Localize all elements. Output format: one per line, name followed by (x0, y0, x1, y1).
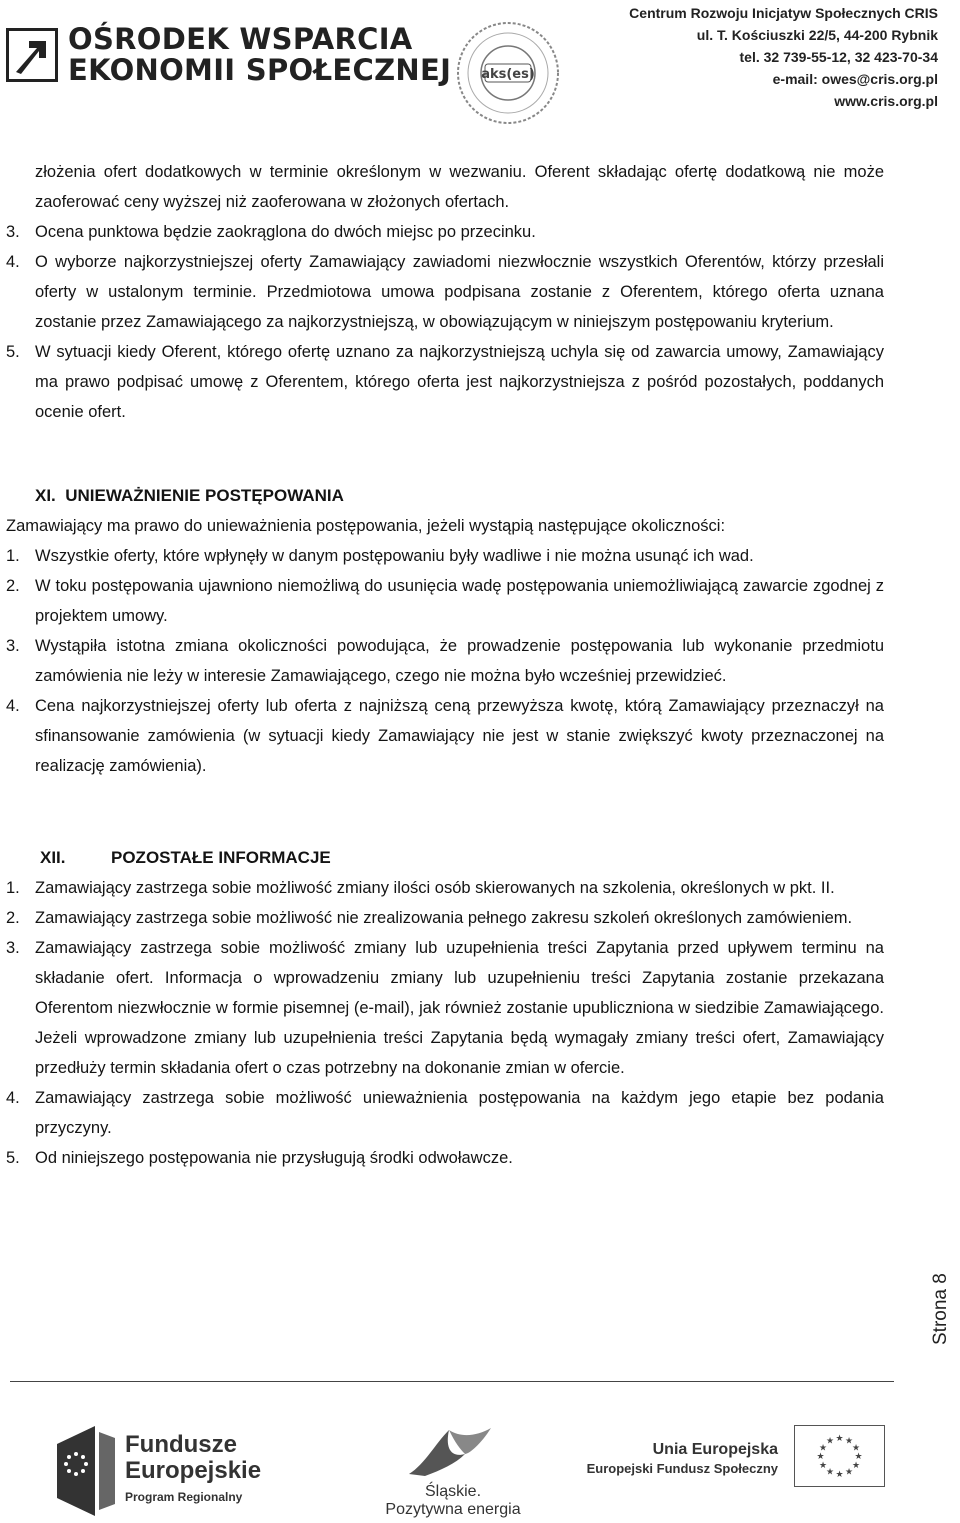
item-text: W sytuacji kiedy Oferent, którego ofertę uznano za najkorzystniejszą uchyla się od zawarcia umowy, Zamawiający ma prawo podpisać umowę z Oferentem, którego oferta jest najkorzystniejsza z pośród pozostałych, poddanych ocenie ofert. (35, 343, 884, 421)
item-number: 1. (6, 879, 20, 897)
list-item (6, 1083, 884, 1143)
svg-text:★: ★ (825, 1467, 835, 1478)
slaskie-line-2: Pozytywna energia (385, 1501, 521, 1518)
list-item (6, 903, 884, 933)
contact-org: Centrum Rozwoju Inicjatyw Społecznych CRIS (629, 5, 938, 21)
contact-block (629, 2, 938, 112)
logo-line-1: OŚRODEK WSPARCIA (68, 22, 413, 56)
list-item (6, 571, 884, 631)
section-title: UNIEWAŻNIENIE POSTĘPOWANIA (65, 486, 344, 505)
section-number: XI. (35, 486, 56, 505)
svg-text:★: ★ (835, 1434, 844, 1444)
item-text: Wszystkie oferty, które wpłynęły w danym postępowaniu były wadliwe i nie można usunąć ich wad. (35, 547, 754, 565)
svg-text:★: ★ (816, 1452, 825, 1462)
list-item (6, 337, 884, 427)
eu-line-1: Unia Europejska (652, 1441, 778, 1458)
eu-flag-icon (794, 1425, 885, 1487)
akses-seal-icon (455, 20, 561, 126)
slaskie-bird-icon (405, 1424, 495, 1482)
item-number: 4. (6, 1089, 20, 1107)
section-number: XII. (40, 848, 66, 867)
item-number: 1. (6, 547, 20, 565)
eu-line-2: Europejski Fundusz Społeczny (586, 1461, 778, 1476)
section-intro: Zamawiający ma prawo do unieważnienia postępowania, jeżeli wystąpią następujące okoliczności: (6, 517, 726, 535)
list-item (6, 933, 884, 1083)
svg-text:★: ★ (818, 1461, 828, 1471)
svg-text:★: ★ (818, 1443, 828, 1454)
list-item (6, 541, 884, 571)
item-number: 3. (6, 223, 20, 241)
list-item (6, 631, 884, 691)
svg-text:★: ★ (844, 1467, 854, 1478)
item-number: 2. (6, 577, 20, 595)
owes-logo-text (68, 24, 451, 86)
section-heading-xi (6, 481, 884, 511)
item-number: 2. (6, 909, 20, 927)
item-text: O wyborze najkorzystniejszej oferty Zamawiający zawiadomi niezwłocznie wszystkich Oferentów, którzy przesłali oferty w ustalonym terminie. Przedmiotowa umowa podpisana zostanie z Oferentem, którego oferta uznana zostanie przez Zamawiającego za najkorzystniejszą, w obowiązującym w niniejszym postępowaniu kryterium. (35, 253, 884, 331)
continuation-paragraph: złożenia ofert dodatkowych w terminie określonym w wezwaniu. Oferent składając ofertę dodatkową nie może zaoferować ceny wyższej niż zaoferowana w złożonych ofertach. (35, 163, 884, 211)
list-item (6, 873, 884, 903)
item-text: Zamawiający zastrzega sobie możliwość zmiany lub uzupełnienia treści Zapytania przed upływem terminu na składanie ofert. Informacja o wprowadzeniu zmiany lub uzupełnieniu treści Zapytania zostanie przekazana Oferentom niezwłocznie w formie pisemnej (e-mail), jak również zostanie upubliczniona w siedzibie Zamawiającego. Jeżeli wprowadzone zmiany lub uzupełnienia treści Zapytania będą wymagały zmiany treści ofert, Zamawiający przedłuży termin składania ofert o czas potrzebny na dokonanie zmian w ofercie. (35, 939, 884, 1077)
item-number: 3. (6, 939, 20, 957)
akses-badge-text: aks(es) (481, 67, 535, 82)
contact-email[interactable]: e-mail: owes@cris.org.pl (772, 71, 938, 87)
svg-text:★: ★ (851, 1461, 861, 1471)
item-text: Zamawiający zastrzega sobie możliwość unieważnienia postępowania na każdym jego etapie bez podania przyczyny. (35, 1089, 884, 1137)
item-text: Zamawiający zastrzega sobie możliwość nie zrealizowania pełnego zakresu szkoleń określonych zamówieniem. (35, 909, 853, 927)
item-number: 3. (6, 637, 20, 655)
item-text: W toku postępowania ujawniono niemożliwą do usunięcia wadę postępowania uniemożliwiającą zawarcie zgodnej z projektem umowy. (35, 577, 884, 625)
list-item (6, 691, 884, 781)
item-text: Ocena punktowa będzie zaokrąglona do dwóch miejsc po przecinku. (35, 223, 536, 241)
list-item (6, 247, 884, 337)
fe-program-label: Program Regionalny (125, 1490, 243, 1504)
svg-text:★: ★ (825, 1436, 835, 1447)
list-item (6, 217, 884, 247)
contact-website[interactable]: www.cris.org.pl (834, 93, 938, 109)
fundusze-europejskie-text (125, 1432, 261, 1484)
list-item (6, 1143, 884, 1173)
eu-text (580, 1440, 778, 1478)
page-number-label: Strona 8 (930, 1273, 951, 1345)
logo-line-2: EKONOMII SPOŁECZNEJ (68, 53, 452, 87)
section-title: POZOSTAŁE INFORMACJE (111, 848, 331, 867)
item-number: 5. (6, 1149, 20, 1167)
item-number: 4. (6, 697, 20, 715)
item-text: Zamawiający zastrzega sobie możliwość zmiany ilości osób skierowanych na szkolenia, określonych w pkt. II. (35, 879, 835, 897)
svg-text:★: ★ (844, 1436, 854, 1447)
svg-text:★: ★ (854, 1452, 863, 1462)
document-body (6, 157, 884, 1173)
item-number: 5. (6, 343, 20, 361)
footer-divider (10, 1381, 894, 1382)
fe-line-2: Europejskie (125, 1457, 262, 1484)
slaskie-text (385, 1483, 521, 1519)
item-text: Wystąpiła istotna zmiana okoliczności powodująca, że prowadzenie postępowania lub wykonanie przedmiotu zamówienia nie leży w interesie Zamawiającego, czego nie można było wcześniej przewidzieć. (35, 637, 884, 685)
svg-text:★: ★ (835, 1470, 844, 1480)
fundusze-europejskie-icon (55, 1424, 117, 1518)
owes-logo-icon (6, 28, 58, 82)
item-text: Od niniejszego postępowania nie przysługują środki odwoławcze. (35, 1149, 513, 1167)
svg-text:★: ★ (851, 1443, 861, 1454)
slaskie-line-1: Śląskie. (424, 1483, 482, 1500)
contact-phone: tel. 32 739-55-12, 32 423-70-34 (739, 49, 938, 65)
contact-address: ul. T. Kościuszki 22/5, 44-200 Rybnik (696, 27, 938, 43)
item-number: 4. (6, 253, 20, 271)
item-text: Cena najkorzystniejszej oferty lub oferta z najniższą ceną przewyższa kwotę, którą Zamawiający przeznaczył na sfinansowanie zamówienia (w sytuacji kiedy Zamawiający nie jest w stanie zwiększyć kwoty przeznaczonej na realizację zamówienia). (35, 697, 884, 775)
section-heading-xii (6, 843, 884, 873)
fe-line-1: Fundusze (125, 1431, 237, 1458)
